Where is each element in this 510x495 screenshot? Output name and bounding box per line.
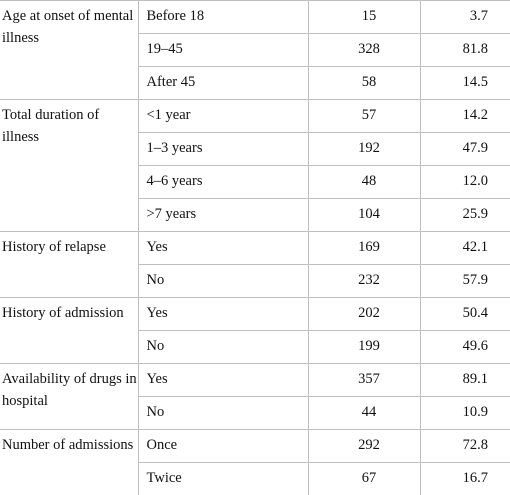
- table-row: [0, 1, 510, 34]
- category-cell: No: [138, 265, 308, 298]
- percent-cell: 16.7: [420, 463, 510, 495]
- variable-label: Number of admissions: [0, 430, 138, 495]
- variable-label: Age at onset of mental illness: [0, 1, 138, 100]
- percent-cell: 50.4: [420, 298, 510, 331]
- percent-cell: 49.6: [420, 331, 510, 364]
- category-cell: 1–3 years: [138, 133, 308, 166]
- count-cell: 48: [308, 166, 420, 199]
- count-cell: 57: [308, 100, 420, 133]
- count-cell: 199: [308, 331, 420, 364]
- percent-cell: 89.1: [420, 364, 510, 397]
- count-cell: 192: [308, 133, 420, 166]
- count-cell: 67: [308, 463, 420, 495]
- percent-cell: 14.5: [420, 67, 510, 100]
- percent-cell: 14.2: [420, 100, 510, 133]
- count-cell: 292: [308, 430, 420, 463]
- category-cell: Yes: [138, 364, 308, 397]
- count-cell: 58: [308, 67, 420, 100]
- count-cell: 44: [308, 397, 420, 430]
- count-cell: 202: [308, 298, 420, 331]
- category-cell: No: [138, 331, 308, 364]
- category-cell: Once: [138, 430, 308, 463]
- category-cell: Yes: [138, 232, 308, 265]
- category-cell: No: [138, 397, 308, 430]
- percent-cell: 3.7: [420, 1, 510, 34]
- table-row: [0, 100, 510, 133]
- table-row: [0, 364, 510, 397]
- category-cell: 4–6 years: [138, 166, 308, 199]
- count-cell: 15: [308, 1, 420, 34]
- percent-cell: 12.0: [420, 166, 510, 199]
- count-cell: 169: [308, 232, 420, 265]
- count-cell: 232: [308, 265, 420, 298]
- count-cell: 328: [308, 34, 420, 67]
- percent-cell: 72.8: [420, 430, 510, 463]
- variable-label: History of admission: [0, 298, 138, 364]
- category-cell: After 45: [138, 67, 308, 100]
- category-cell: Yes: [138, 298, 308, 331]
- percent-cell: 10.9: [420, 397, 510, 430]
- percent-cell: 81.8: [420, 34, 510, 67]
- table-row: [0, 430, 510, 463]
- variable-label: Total duration of illness: [0, 100, 138, 232]
- percent-cell: 47.9: [420, 133, 510, 166]
- category-cell: <1 year: [138, 100, 308, 133]
- category-cell: >7 years: [138, 199, 308, 232]
- count-cell: 104: [308, 199, 420, 232]
- percent-cell: 25.9: [420, 199, 510, 232]
- percent-cell: 57.9: [420, 265, 510, 298]
- table-row: [0, 232, 510, 265]
- variable-label: Availability of drugs in hospital: [0, 364, 138, 430]
- category-cell: 19–45: [138, 34, 308, 67]
- variable-label: History of relapse: [0, 232, 138, 298]
- table-row: [0, 298, 510, 331]
- percent-cell: 42.1: [420, 232, 510, 265]
- category-cell: Before 18: [138, 1, 308, 34]
- category-cell: Twice: [138, 463, 308, 495]
- count-cell: 357: [308, 364, 420, 397]
